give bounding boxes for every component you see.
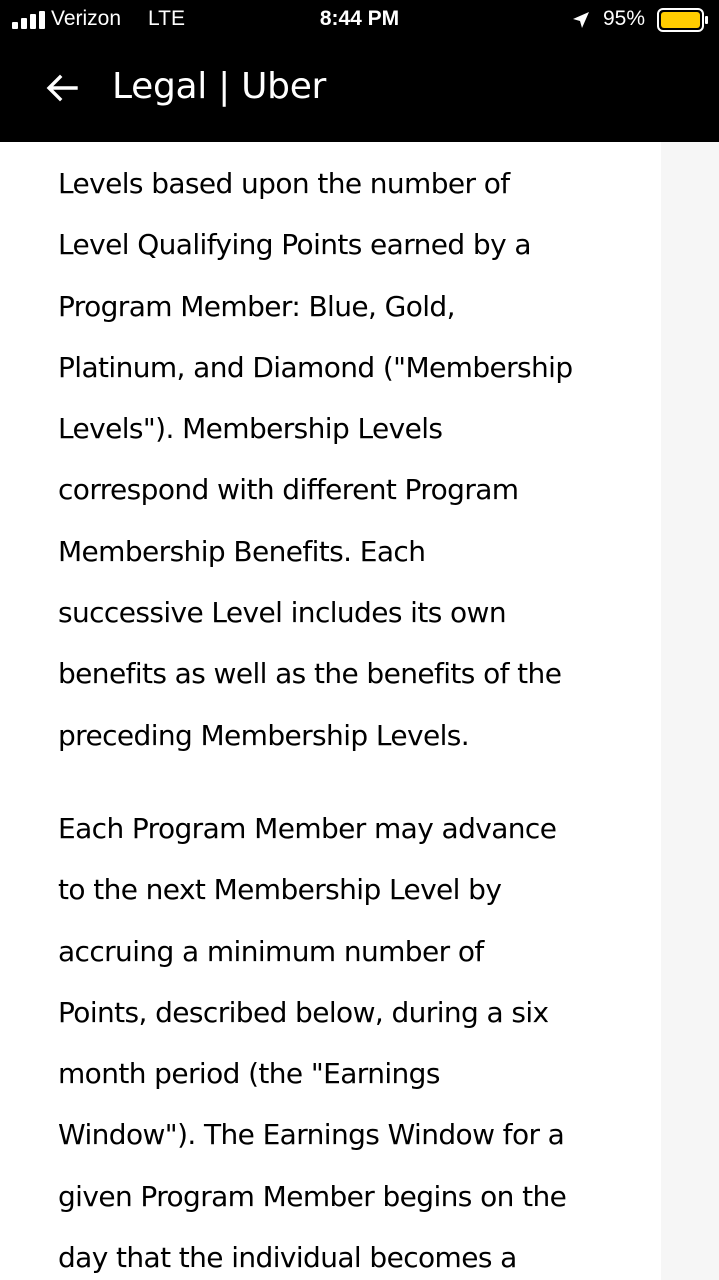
- scroll-gutter: [661, 142, 719, 1280]
- text-line: successive Level includes its own: [58, 596, 506, 630]
- text-line: Window"). The Earnings Window for a: [58, 1118, 565, 1152]
- text-line: accruing a minimum number of: [58, 934, 484, 968]
- battery-icon: [657, 8, 709, 32]
- text-line: Points, described below, during a six: [58, 995, 549, 1029]
- battery-percent: 95%: [603, 7, 646, 30]
- status-bar: [0, 0, 719, 40]
- text-line: Program Member: Blue, Gold,: [58, 289, 455, 323]
- text-line: Membership Benefits. Each: [58, 534, 426, 568]
- text-line: Levels"). Membership Levels: [58, 412, 443, 446]
- network-type: LTE: [148, 7, 185, 30]
- text-line: Platinum, and Diamond ("Membership: [58, 350, 573, 384]
- text-line: day that the individual becomes a: [58, 1241, 517, 1275]
- page-title: Legal | Uber: [112, 66, 327, 107]
- app-header: [0, 40, 719, 142]
- text-line: Level Qualifying Points earned by a: [58, 228, 531, 262]
- paragraph-earnings-window: [58, 798, 566, 1280]
- text-line: Levels based upon the number of: [58, 167, 510, 200]
- legal-content[interactable]: [0, 142, 661, 1280]
- back-button[interactable]: [36, 62, 92, 114]
- text-line: benefits as well as the benefits of the: [58, 657, 562, 691]
- status-time: 8:44 PM: [319, 7, 400, 30]
- text-line: correspond with different Program: [58, 473, 519, 507]
- arrow-left-icon: [46, 74, 78, 102]
- text-line: Each Program Member may advance: [58, 812, 557, 845]
- text-line: preceding Membership Levels.: [58, 718, 470, 752]
- paragraph-membership-levels: [58, 153, 573, 766]
- text-line: given Program Member begins on the: [58, 1179, 567, 1213]
- text-line: month period (the "Earnings: [58, 1057, 440, 1091]
- location-arrow-icon: [571, 10, 591, 30]
- carrier-name: Verizon: [51, 7, 122, 30]
- text-line: to the next Membership Level by: [58, 873, 502, 907]
